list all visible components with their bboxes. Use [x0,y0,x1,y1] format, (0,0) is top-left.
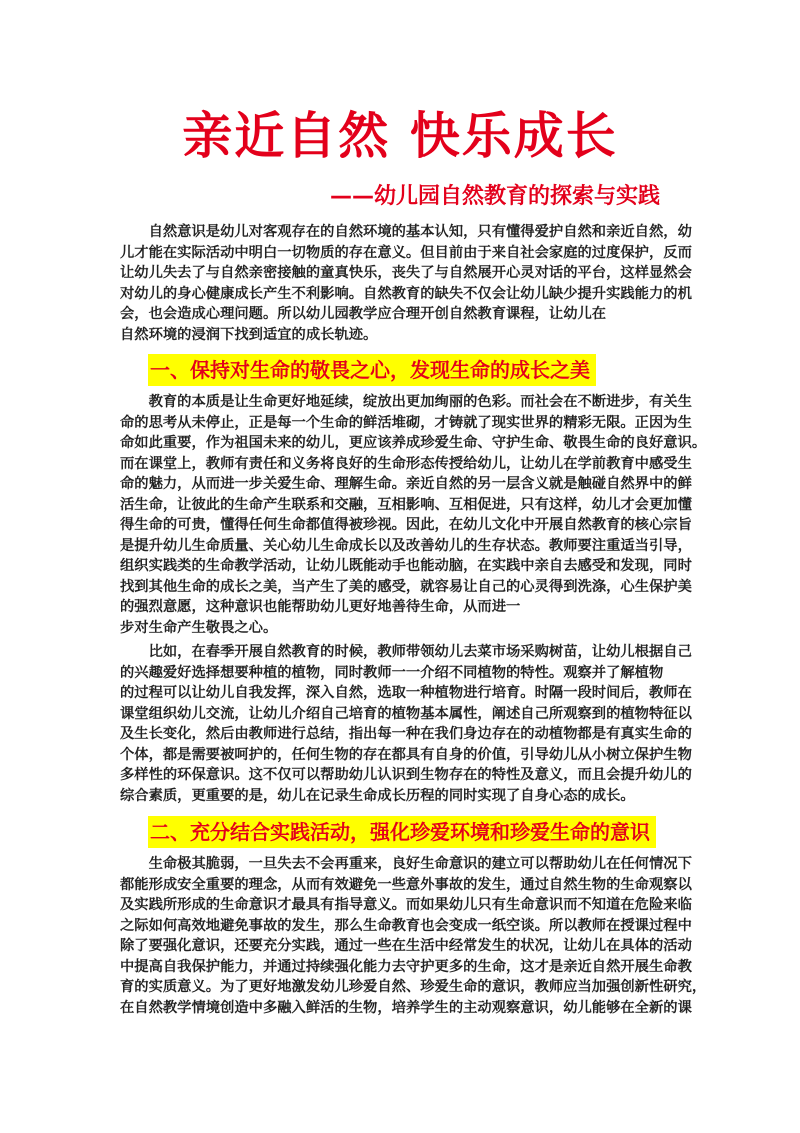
document-subtitle: ——幼儿园自然教育的探索与实践 [330,184,661,209]
text-line: 自然意识是幼儿对客观存在的自然环境的基本认知，只有懂得爱护自然和亲近自然，幼 [120,224,692,240]
text-line: 让幼儿失去了与自然亲密接触的童真快乐，丧失了与自然展开心灵对话的平台，这样显然会 [120,265,692,281]
text-line: 命如此重要，作为祖国未来的幼儿，更应该养成珍爱生命、守护生命、敬畏生命的良好意识。 [120,435,707,451]
text-line: 之际如何高效地避免事故的发生，那么生命教育也会变成一纸空谈。所以教师在授课过程中 [120,917,692,934]
text-line: 的过程可以让幼儿自我发挥，深入自然，选取一种植物进行培育。时隔一段时间后，教师在 [120,685,692,701]
section2-heading: 二、充分结合实践活动，强化珍爱环境和珍爱生命的意识 [148,816,656,848]
text-line: 综合素质，更重要的是，幼儿在记录生命成长历程的同时实现了自身心态的成长。 [120,787,635,804]
text-line: 多样性的环保意识。这不仅可以帮助幼儿认识到生物存在的特性及意义，而且会提升幼儿的 [120,767,692,783]
text-line: 会，也会造成心理问题。所以幼儿园教学应合理开创自然教育课程，让幼儿在 [120,306,607,322]
text-line: 育的实质意义。为了更好地激发幼儿珍爱自然、珍爱生命的意识，教师应当加强创新性研究， [120,979,707,995]
text-line: 比如，在春季开展自然教育的时候，教师带领幼儿去菜市场采购树苗，让幼儿根据自己 [120,644,692,660]
text-line: 中提高自我保护能力，并通过持续强化能力去守护更多的生命，这才是亲近自然开展生命教 [120,958,692,975]
text-line: 的兴趣爱好选择想要种植的植物，同时教师一一介绍不同植物的特性。观察并了解植物 [120,664,664,681]
text-line: 活生命，让彼此的生命产生联系和交融，互相影响、互相促进，只有这样，幼儿才会更加懂 [120,496,692,513]
text-line: 是提升幼儿生命质量、关心幼儿生命成长以及改善幼儿的生存状态。教师要注重适当引导， [120,537,692,554]
text-line: 的强烈意愿，这种意识也能帮助幼儿更好地善待生命，从而进一 [120,599,521,615]
text-line: 及生长变化，然后由教师进行总结，指出每一种在我们身边存在的动植物都是有真实生命的 [120,726,692,742]
text-line: 命的思考从未停止，正是每一个生命的鲜活堆砌，才铸就了现实世界的精彩无限。正因为生 [120,414,692,431]
text-line: 对幼儿的身心健康成长产生不利影响。自然教育的缺失不仅会让幼儿缺少提升实践能力的机 [120,285,692,302]
section1-paragraph-1 [120,392,707,638]
section1-paragraph-2 [120,642,692,806]
text-line: 都能形成安全重要的理念，从而有效避免一些意外事故的发生，通过自然生物的生命观察以 [120,876,692,893]
text-line: 步对生命产生敬畏之心。 [120,619,278,636]
text-line: 儿才能在实际活动中明白一切物质的存在意义。但目前由于来自社会家庭的过度保护，反而 [120,244,692,261]
text-line: 课堂组织幼儿交流，让幼儿介绍自己培育的植物基本属性，阐述自己所观察到的植物特征以 [120,705,692,722]
text-line: 教育的本质是让生命更好地延续，绽放出更加绚丽的色彩。而社会在不断进步，有关生 [120,394,692,410]
text-line: 在自然教学情境创造中多融入鲜活的生物，培养学生的主动观察意识，幼儿能够在全新的课 [120,999,692,1016]
text-line: 组织实践类的生命教学活动，让幼儿既能动手也能动脑，在实践中亲自去感受和发现，同时 [120,558,692,574]
text-line: 得生命的可贵，懂得任何生命都值得被珍视。因此，在幼儿文化中开展自然教育的核心宗旨 [120,517,692,533]
text-line: 找到其他生命的成长之美，当产生了美的感受，就容易让自己的心灵得到洗涤，心生保护美 [120,578,692,595]
intro-paragraph [120,222,692,345]
text-line: 自然环境的浸润下找到适宜的成长轨迹。 [120,326,378,343]
text-line: 及实践所形成的生命意识才最具有指导意义。而如果幼儿只有生命意识而不知道在危险来临 [120,897,692,913]
text-line: 命的魅力，从而进一步关爱生命、理解生命。亲近自然的另一层含义就是触碰自然界中的鲜 [120,476,692,492]
section1-heading: 一、保持对生命的敬畏之心，发现生命的成长之美 [148,354,596,386]
text-line: 除了要强化意识，还要充分实践，通过一些在生活中经常发生的状况，让幼儿在具体的活动 [120,938,692,954]
section2-paragraph-1 [120,854,707,1018]
text-line: 个体，都是需要被呵护的，任何生物的存在都具有自身的价值，引导幼儿从小树立保护生物 [120,746,692,763]
document-title: 亲近自然 快乐成长 [182,107,618,165]
text-line: 生命极其脆弱，一旦失去不会再重来，良好生命意识的建立可以帮助幼儿在任何情况下 [120,856,692,872]
text-line: 而在课堂上，教师有责任和义务将良好的生命形态传授给幼儿，让幼儿在学前教育中感受生 [120,455,692,472]
